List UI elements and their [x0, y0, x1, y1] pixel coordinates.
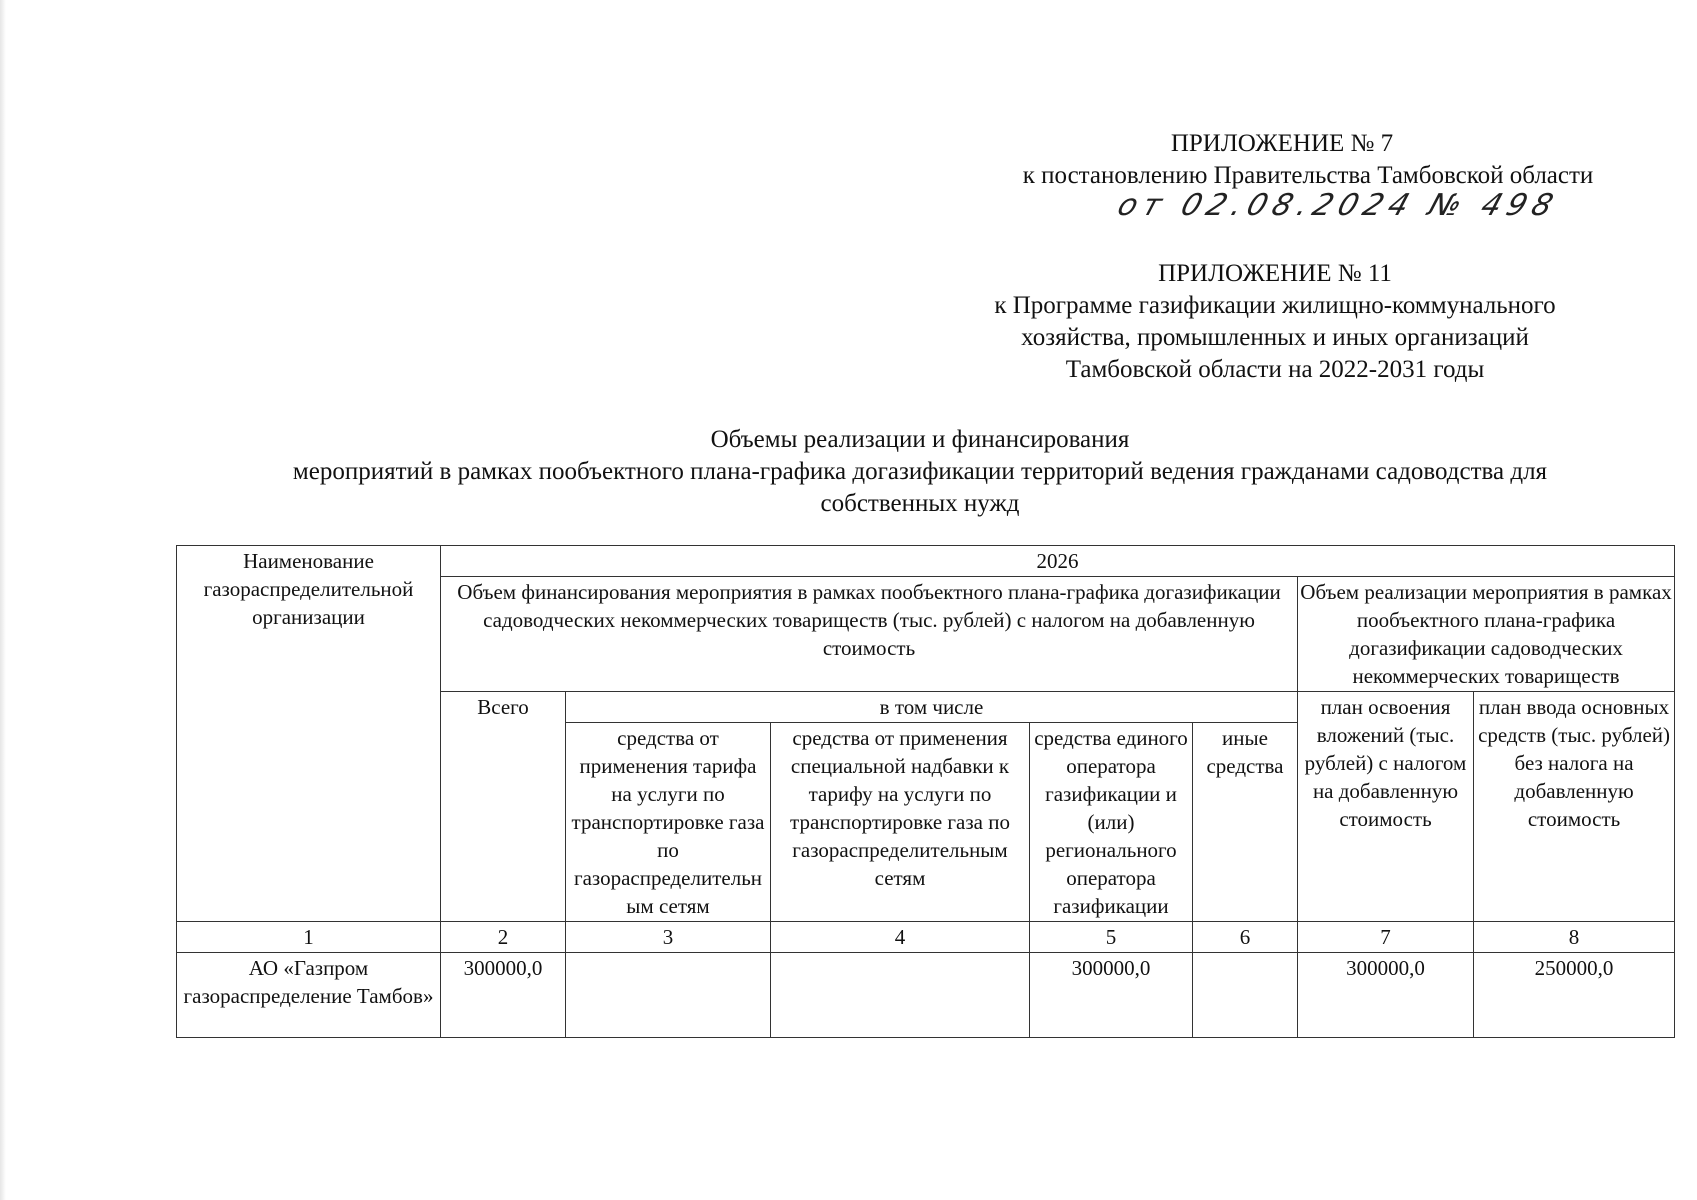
column-index: 4 — [771, 922, 1030, 953]
document-title — [180, 424, 1660, 520]
appendix-11-line3: Тамбовской области на 2022-2031 годы — [1065, 356, 1485, 383]
column-index: 6 — [1193, 922, 1298, 953]
header-total: Всего — [441, 692, 566, 922]
table-row — [177, 953, 1675, 1038]
appendix-11-line2: хозяйства, промышленных и иных организаций — [1021, 324, 1529, 351]
cell-plan-assets: 250000,0 — [1474, 953, 1675, 1038]
header-org-name: Наименование газораспределительной организации — [177, 546, 441, 922]
column-index: 3 — [566, 922, 771, 953]
column-index: 1 — [177, 922, 441, 953]
document-title-line2: мероприятий в рамках пообъектного плана-графика догазификации территорий ведения гражданами садоводства для — [292, 458, 1548, 485]
appendix-11-title: ПРИЛОЖЕНИЕ № 11 — [1158, 260, 1392, 287]
header-including: в том числе — [566, 692, 1298, 723]
cell-tariff — [566, 953, 771, 1038]
cell-operator: 300000,0 — [1030, 953, 1193, 1038]
document-title-line1: Объемы реализации и финансирования — [710, 426, 1130, 453]
header-plan-assets: план ввода основных средств (тыс. рублей) без налога на добавленную стоимость — [1474, 692, 1675, 922]
header-year: 2026 — [441, 546, 1675, 577]
cell-other — [1193, 953, 1298, 1038]
financing-table — [176, 545, 1675, 1038]
cell-total: 300000,0 — [441, 953, 566, 1038]
header-group-realization: Объем реализации мероприятия в рамках пообъектного плана-графика догазификации садоводческих некоммерческих товариществ — [1298, 577, 1675, 692]
appendix-11-block — [950, 258, 1600, 386]
header-tariff: средства от применения тарифа на услуги по транспортировке газа по газораспределительным сетям — [566, 723, 771, 922]
header-row-year — [177, 546, 1675, 577]
header-operator: средства единого оператора газификации и (или) регионального оператора газификации — [1030, 723, 1193, 922]
header-plan-invest: план освоения вложений (тыс. рублей) с налогом на добавленную стоимость — [1298, 692, 1474, 922]
column-index-row — [177, 922, 1675, 953]
column-index: 5 — [1030, 922, 1193, 953]
header-group-financing: Объем финансирования мероприятия в рамках пообъектного плана-графика догазификации садоводческих некоммерческих товариществ (тыс. рублей) с налогом на добавленную стоимость — [441, 577, 1298, 692]
cell-org-name: АО «Газпром газораспределение Тамбов» — [177, 953, 441, 1038]
handwritten-date-number: от 02.08.2024 № 498 — [1113, 188, 1564, 223]
column-index: 2 — [441, 922, 566, 953]
cell-surcharge — [771, 953, 1030, 1038]
scan-edge — [0, 0, 6, 1200]
appendix-7-line: к постановлению Правительства Тамбовской области — [1022, 162, 1594, 189]
column-index: 7 — [1298, 922, 1474, 953]
appendix-11-line1: к Программе газификации жилищно-коммунального — [994, 292, 1556, 319]
column-index: 8 — [1474, 922, 1675, 953]
cell-plan-invest: 300000,0 — [1298, 953, 1474, 1038]
appendix-7-block — [978, 128, 1638, 222]
header-other: иные средства — [1193, 723, 1298, 922]
document-title-line3: собственных нужд — [820, 490, 1020, 517]
appendix-7-title: ПРИЛОЖЕНИЕ № 7 — [1170, 130, 1394, 157]
header-surcharge: средства от применения специальной надбавки к тарифу на услуги по транспортировке газа по газораспределительным сетям — [771, 723, 1030, 922]
